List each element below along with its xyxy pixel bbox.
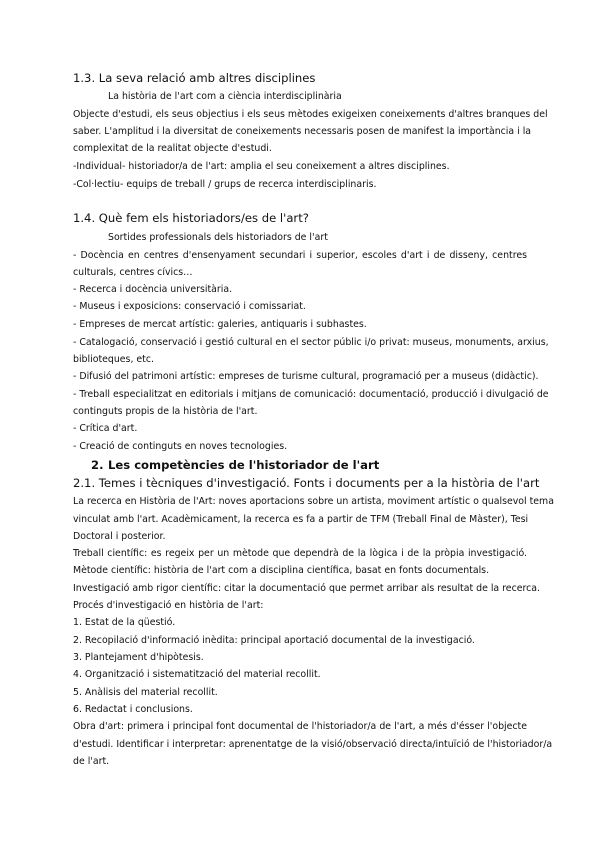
list-item: 1. Estat de la qüestió. — [73, 617, 176, 628]
list-item: - Creació de continguts en noves tecnologies. — [73, 441, 288, 452]
section-2-heading — [91, 458, 379, 472]
section-2-number: 2. — [91, 458, 104, 472]
list-item: - Crítica d'art. — [73, 423, 138, 434]
list-item-continuation: culturals, centres cívics… — [73, 267, 193, 278]
paragraph-line: Investigació amb rigor científic: citar la documentació que permet arribar als resultat de la recerca. — [73, 583, 541, 594]
list-item: 6. Redactat i conclusions. — [73, 704, 193, 715]
paragraph-line: -Individual- historiador/a de l'art: amplia el seu coneixement a altres disciplines. — [73, 161, 450, 172]
section-2-title: Les competències de l'historiador de l'art — [108, 458, 380, 472]
paragraph-line: saber. L'amplitud i la diversitat de coneixements necessaris posen de manifest la importància i la — [73, 126, 532, 137]
paragraph-line: Obra d'art: primera i principal font documental de l'historiador/a de l'art, a més d'ésser l'objecte — [73, 721, 527, 732]
section-1-3-heading: 1.3. La seva relació amb altres disciplines — [73, 71, 316, 85]
section-1-4-subheading: Sortides professionals dels historiadors de l'art — [108, 232, 328, 243]
list-item-continuation: biblioteques, etc. — [73, 354, 154, 365]
paragraph-line: complexitat de la realitat objecte d'estudi. — [73, 143, 272, 154]
paragraph-line: d'estudi. Identificar i interpretar: aprenentatge de la visió/observació directa/intuïció de l'historiador/a — [73, 739, 553, 750]
list-item: - Difusió del patrimoni artístic: empreses de turisme cultural, programació per a museus (didàctic). — [73, 371, 539, 382]
section-1-4-heading: 1.4. Què fem els historiadors/es de l'art? — [73, 211, 309, 225]
paragraph-line: Objecte d'estudi, els seus objectius i els seus mètodes exigeixen coneixements d'altres branques del — [73, 109, 548, 120]
paragraph-line: Treball científic: es regeix per un mètode que dependrà de la lògica i de la pròpia investigació. — [73, 548, 527, 559]
paragraph-line: vinculat amb l'art. Acadèmicament, la recerca es fa a partir de TFM (Treball Final de Màster), Tesi — [73, 514, 529, 525]
list-item: - Docència en centres d'ensenyament secundari i superior, escoles d'art i de disseny, centres — [73, 250, 527, 261]
list-item: - Empreses de mercat artístic: galeries, antiquaris i subhastes. — [73, 319, 367, 330]
list-item: 3. Plantejament d'hipòtesis. — [73, 652, 204, 663]
list-item: - Museus i exposicions: conservació i comissariat. — [73, 301, 306, 312]
paragraph-line: Procés d'investigació en història de l'art: — [73, 600, 264, 611]
list-item: 2. Recopilació d'informació inèdita: principal aportació documental de la investigació. — [73, 635, 475, 646]
list-item: - Catalogació, conservació i gestió cultural en el sector públic i/o privat: museus, monuments, arxius, — [73, 337, 549, 348]
paragraph-line: Doctoral i posterior. — [73, 531, 166, 542]
paragraph-line: La recerca en Història de l'Art: noves aportacions sobre un artista, moviment artístic o qualsevol tema — [73, 496, 554, 507]
section-2-1-heading: 2.1. Temes i tècniques d'investigació. Fonts i documents per a la història de l'art — [73, 476, 540, 490]
paragraph-line: Mètode científic: història de l'art com a disciplina científica, basat en fonts documentals. — [73, 565, 490, 576]
paragraph-line: -Col·lectiu- equips de treball / grups de recerca interdisciplinaris. — [73, 179, 377, 190]
list-item: 5. Anàlisis del material recollit. — [73, 687, 218, 698]
list-item: 4. Organització i sistematització del material recollit. — [73, 669, 321, 680]
paragraph-line: de l'art. — [73, 756, 110, 767]
list-item: - Recerca i docència universitària. — [73, 284, 233, 295]
list-item-continuation: continguts propis de la història de l'art. — [73, 406, 258, 417]
list-item: - Treball especialitzat en editorials i mitjans de comunicació: documentació, producció i divulgació de — [73, 389, 549, 400]
section-1-3-subheading: La història de l'art com a ciència interdisciplinària — [108, 91, 342, 102]
